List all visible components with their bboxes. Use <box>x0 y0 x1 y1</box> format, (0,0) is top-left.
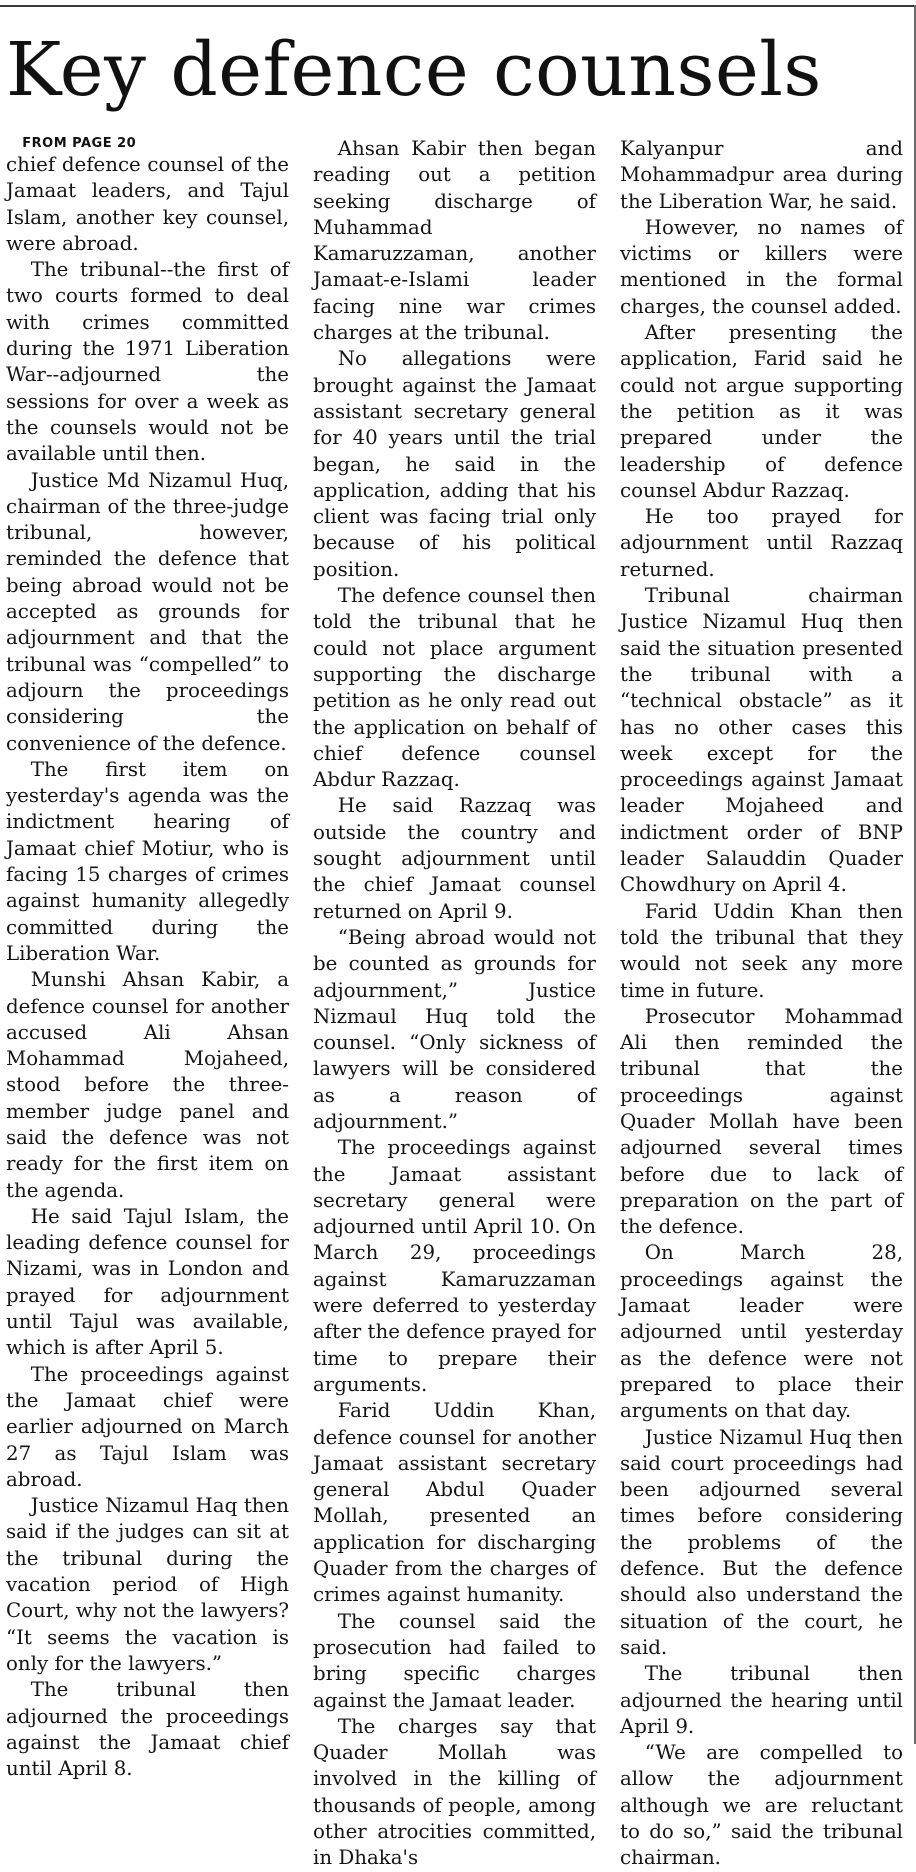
paragraph: Kalyanpur and Mohammadpur area during the Liberation War, he said. <box>620 137 903 213</box>
paragraph: Prosecutor Mohammad Ali then reminded the tribunal that the proceedings against Quader Mollah have been adjourned several times before due to lack of preparation on the part of the defence. <box>620 1004 903 1239</box>
column-3 <box>620 136 903 1870</box>
column-1 <box>6 136 289 1781</box>
paragraph: The charges say that Quader Mollah was involved in the killing of thousands of people, among other atrocities committed, in Dhaka's <box>313 1714 596 1870</box>
paragraph: chief defence counsel of the Jamaat leaders, and Tajul Islam, another key counsel, were abroad. <box>6 153 289 255</box>
paragraph: The proceedings against the Jamaat chief were earlier adjourned on March 27 as Tajul Islam was abroad. <box>6 1362 289 1491</box>
paragraph: The proceedings against the Jamaat assistant secretary general were adjourned until April 10. On March 29, proceedings against Kamaruzzaman were deferred to yesterday after the defence prayed for time to prepare their arguments. <box>313 1136 596 1396</box>
paragraph: Tribunal chairman Justice Nizamul Huq then said the situation presented the tribunal with a “technical obstacle” as it has no other cases this week except for the proceedings against Jamaat leader Mojaheed and indictment order of BNP leader Salauddin Quader Chowdhury on April 4. <box>620 584 903 897</box>
paragraph: On March 28, proceedings against the Jamaat leader were adjourned until yesterday as the defence were not prepared to place their arguments on that day. <box>620 1241 903 1423</box>
paragraph: The counsel said the prosecution had failed to bring specific charges against the Jamaat leader. <box>313 1609 596 1712</box>
top-rule <box>0 5 916 7</box>
paragraph: The first item on yesterday's agenda was the indictment hearing of Jamaat chief Motiur, who is facing 15 charges of crimes against humanity allegedly committed during the Liberation War. <box>6 757 289 965</box>
paragraph: Justice Nizamul Huq then said court proceedings had been adjourned several times before considering the problems of the defence. But the defence should also understand the situation of the court, he said. <box>620 1425 903 1659</box>
paragraph: He said Razzaq was outside the country and sought adjournment until the chief Jamaat counsel returned on April 9. <box>313 794 596 923</box>
paragraph: Farid Uddin Khan then told the tribunal that they would not seek any more time in future. <box>620 899 903 1002</box>
kicker-from-page: FROM PAGE 20 <box>22 136 137 151</box>
article-columns <box>6 136 904 1870</box>
headline: Key defence counsels <box>6 27 822 113</box>
paragraph: Ahsan Kabir then began reading out a petition seeking discharge of Muhammad Kamaruzzaman, another Jamaat-e-Islami leader facing nine war crimes charges at the tribunal. <box>313 137 596 345</box>
paragraph: However, no names of victims or killers were mentioned in the formal charges, the counsel added. <box>620 215 903 318</box>
paragraph: Munshi Ahsan Kabir, a defence counsel for another accused Ali Ahsan Mohammad Mojaheed, stood before the three-member judge panel and said the defence was not ready for the first item on the agenda. <box>6 968 289 1202</box>
paragraph: “Being abroad would not be counted as grounds for adjournment,” Justice Nizmaul Huq told the counsel. “Only sickness of lawyers will be considered as a reason of adjournment.” <box>313 925 596 1133</box>
paragraph: Farid Uddin Khan, defence counsel for another Jamaat assistant secretary general Abdul Quader Mollah, presented an application for discharging Quader from the charges of crimes against humanity. <box>313 1399 596 1607</box>
paragraph: After presenting the application, Farid said he could not argue supporting the petition as it was prepared under the leadership of defence counsel Abdur Razzaq. <box>620 321 903 502</box>
paragraph: No allegations were brought against the Jamaat assistant secretary general for 40 years until the trial began, he said in the application, adding that his client was facing trial only because of his political position. <box>313 347 596 581</box>
paragraph: Justice Nizamul Haq then said if the judges can sit at the tribunal during the vacation period of High Court, why not the lawyers? “It seems the vacation is only for the lawyers.” <box>6 1494 289 1675</box>
paragraph: Justice Md Nizamul Huq, chairman of the three-judge tribunal, however, reminded the defence that being abroad would not be accepted as grounds for adjournment and that the tribunal was “compelled” to adjourn the proceedings considering the convenience of the defence. <box>6 468 289 755</box>
paragraph: The tribunal then adjourned the hearing until April 9. <box>620 1662 903 1738</box>
paragraph: The defence counsel then told the tribunal that he could not place argument supporting the discharge petition as he only read out the application on behalf of chief defence counsel Abdur Razzaq. <box>313 584 596 792</box>
paragraph: He too prayed for adjournment until Razzaq returned. <box>620 505 903 581</box>
paragraph: The tribunal then adjourned the proceedings against the Jamaat chief until April 8. <box>6 1678 289 1781</box>
paragraph: The tribunal--the first of two courts formed to deal with crimes committed during the 1971 Liberation War--adjourned the sessions for over a week as the counsels would not be available until then. <box>6 258 289 466</box>
paragraph: “We are compelled to allow the adjournment although we are reluctant to do so,” said the tribunal chairman. <box>620 1741 903 1870</box>
paragraph: He said Tajul Islam, the leading defence counsel for Nizami, was in London and prayed for adjournment until Tajul was available, which is after April 5. <box>6 1204 289 1360</box>
column-2 <box>313 136 596 1870</box>
